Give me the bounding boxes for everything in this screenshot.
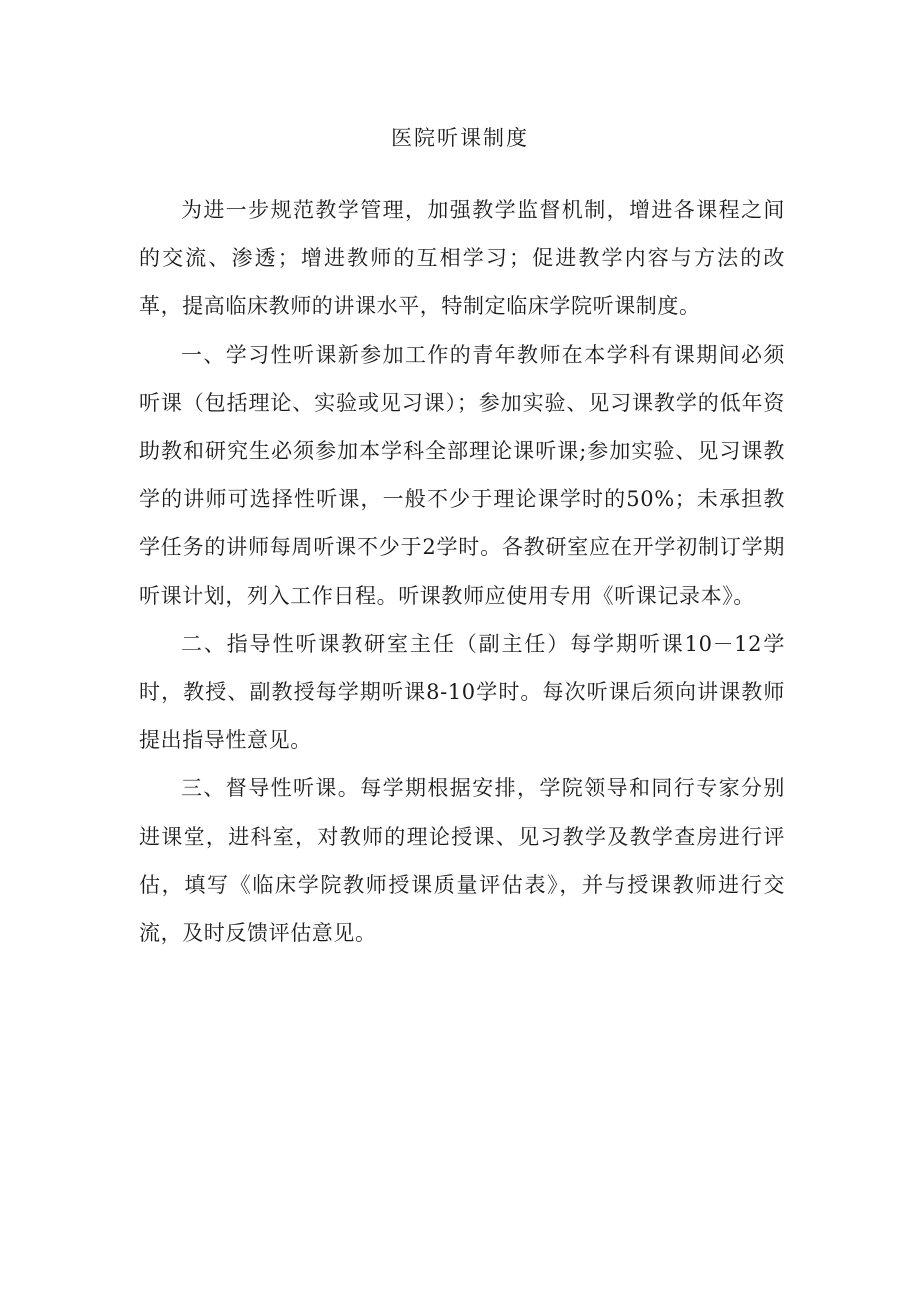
document-title: 医院听课制度 (391, 126, 529, 150)
document-body (139, 186, 785, 957)
section-learning-paragraph: 一、学习性听课新参加工作的青年教师在本学科有课期间必须听课（包括理论、实验或见习课）；参加实验、见习课教学的低年资助教和研究生必须参加本学科全部理论课听课;参加实验、见习课教学的讲师可选择性听课，一般不少于理论课学时的50%；未承担教学任务的讲师每周听课不少于2学时。各教研室应在开学初制订学期听课计划，列入工作日程。听课教师应使用专用《听课记录本》。 (139, 342, 785, 608)
intro-paragraph: 为进一步规范教学管理，加强教学监督机制，增进各课程之间的交流、渗透；增进教师的互相学习；促进教学内容与方法的改革，提高临床教师的讲课水平，特制定临床学院听课制度。 (139, 198, 785, 319)
section-supervision-paragraph: 三、督导性听课。每学期根据安排，学院领导和同行专家分别进课堂，进科室，对教师的理论授课、见习教学及教学查房进行评估，填写《临床学院教师授课质量评估表》，并与授课教师进行交流，及时反馈评估意见。 (139, 776, 785, 946)
section-guidance-paragraph: 二、指导性听课教研室主任（副主任）每学期听课10－12学时，教授、副教授每学期听课8-10学时。每次听课后须向讲课教师提出指导性意见。 (139, 631, 785, 753)
